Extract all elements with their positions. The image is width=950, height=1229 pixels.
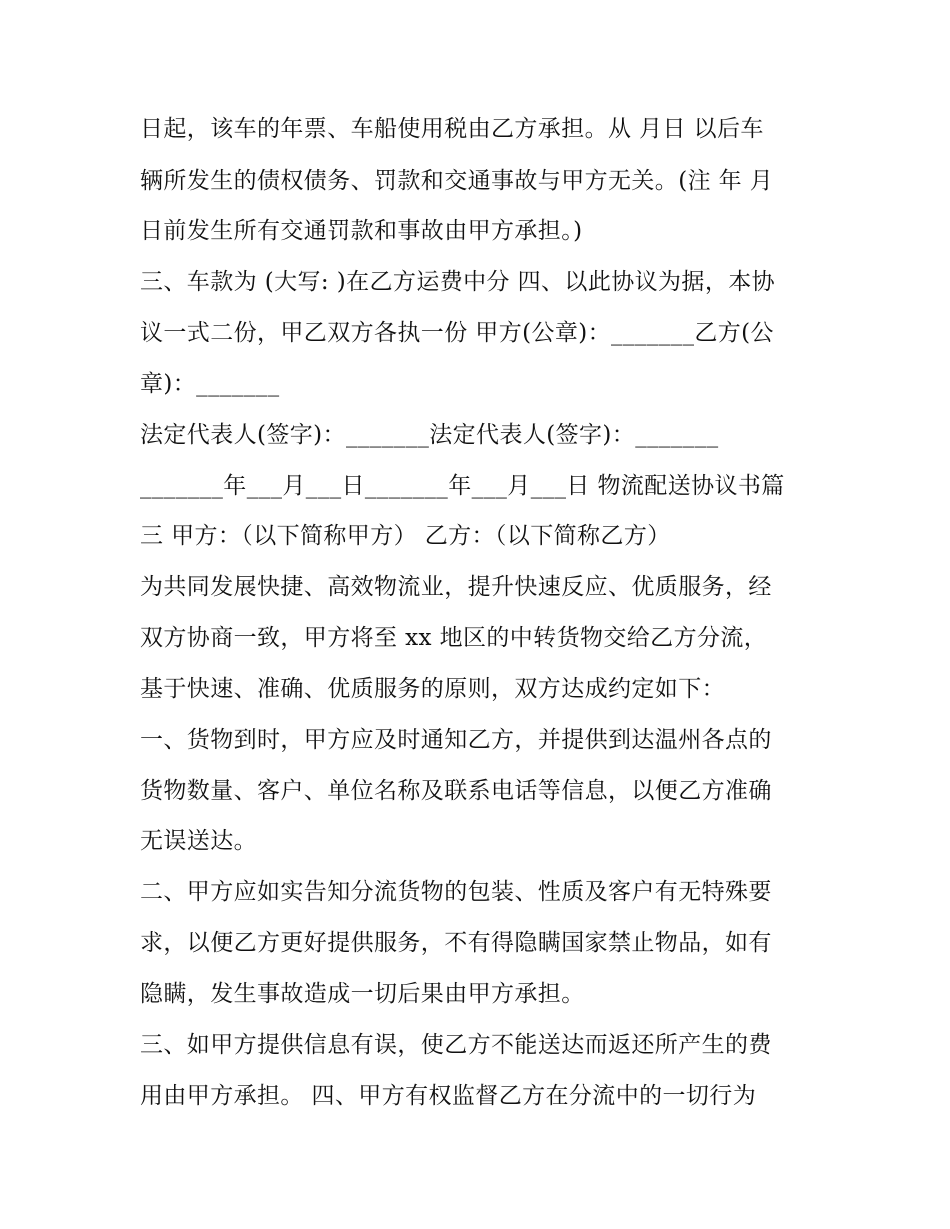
text-line-8: _______年___月___日_______年___月___日 物流配送协议书篇 (140, 473, 785, 499)
text-line-16: 二、甲方应如实告知分流货物的包装、性质及客户有无特殊要 (140, 879, 772, 905)
text-line-7: 法定代表人(签字)：_______法定代表人(签字)：_______ (140, 422, 719, 448)
text-line-13: 一、货物到时，甲方应及时通知乙方，并提供到达温州各点的 (140, 727, 772, 753)
text-line-1: 日起，该车的年票、车船使用税由乙方承担。从 月日 以后车 (140, 116, 764, 142)
text-line-6: 章)：_______ (140, 371, 280, 397)
text-line-17: 求，以便乙方更好提供服务，不有得隐瞒国家禁止物品，如有 (140, 930, 772, 956)
text-line-2: 辆所发生的债权债务、罚款和交通事故与甲方无关。(注 年 月 (140, 168, 774, 194)
text-line-4: 三、车款为 (大写: )在乙方运费中分 四、以此协议为据，本协 (140, 269, 776, 295)
text-line-5: 议一式二份，甲乙双方各执一份 甲方(公章)：_______乙方(公 (140, 320, 774, 346)
text-line-12: 基于快速、准确、优质服务的原则，双方达成约定如下： (140, 676, 725, 702)
text-line-19: 三、如甲方提供信息有误，使乙方不能送达而返还所产生的费 (140, 1032, 772, 1058)
text-line-20: 用由甲方承担。 四、甲方有权监督乙方在分流中的一切行为 (140, 1083, 757, 1109)
text-line-10: 为共同发展快捷、高效物流业，提升快速反应、优质服务，经 (140, 574, 772, 600)
text-line-14: 货物数量、客户、单位名称及联系电话等信息，以便乙方准确 (140, 778, 772, 804)
text-line-11: 双方协商一致，甲方将至 xx 地区的中转货物交给乙方分流， (140, 625, 768, 651)
text-line-9: 三 甲方：（以下简称甲方） 乙方：（以下简称乙方） (140, 523, 671, 549)
text-line-18: 隐瞒，发生事故造成一切后果由甲方承担。 (140, 981, 585, 1007)
text-line-15: 无误送达。 (140, 828, 257, 854)
text-line-3: 日前发生所有交通罚款和事故由甲方承担。) (140, 218, 583, 244)
